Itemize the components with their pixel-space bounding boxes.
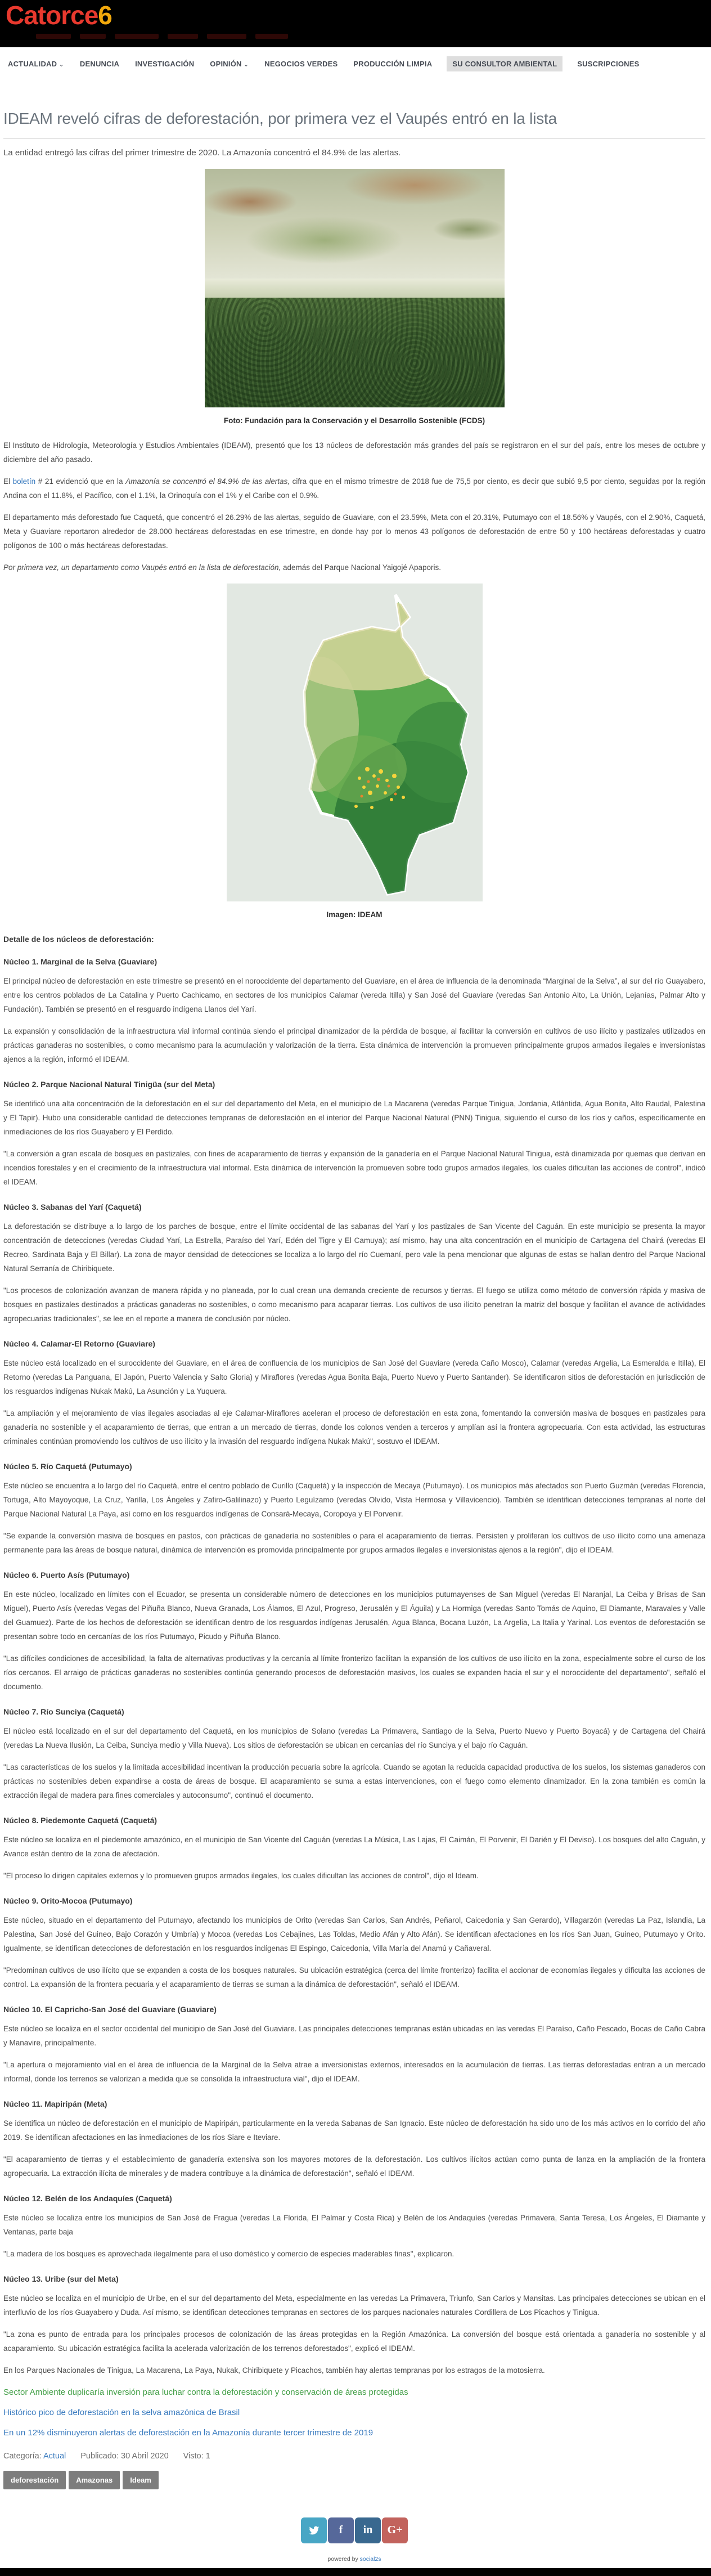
nucleo-paragraph: "La zona es punto de entrada para los principales procesos de colonización de las áreas protegidas en la Región Amazónica. La conversión del bosque está orientada a ganadería no sostenible y al acaparamiento. Su ubicación estratégica facilita la acelerada valorización de los terrenos deforestados", explicó el IDEAM. (3, 2330, 705, 2353)
intro-paragraph-4 (3, 560, 705, 575)
text-segment: además del Parque Nacional Yaigojé Apaporis. (281, 563, 441, 572)
nucleo-paragraph: "La apertura o mejoramiento vial en el área de influencia de la Marginal de la Selva atrae a inversionistas externos, interesados en la acumulación de tierras. Las tierras deforestadas entran a un mercado informal, donde los terrenos se valorizan a medida que se consolida la infraestructura vial", dijo el IDEAM. (3, 2060, 705, 2083)
published-date: Publicado: 30 Abril 2020 (80, 2451, 169, 2461)
map-caption: Imagen: IDEAM (326, 910, 382, 919)
chevron-down-icon: ⌄ (241, 61, 249, 68)
colombia-map-graphic (227, 584, 483, 901)
category-item (3, 2452, 66, 2461)
tag-amazonas[interactable]: Amazonas (69, 2471, 120, 2489)
related-links (3, 2387, 705, 2438)
facebook-share-button[interactable] (328, 2517, 354, 2543)
site-footer (0, 2568, 711, 2576)
nucleo-paragraph: Se identifica un núcleo de deforestación en el municipio de Mapiripán, particularmente en la vereda Sabanas de San Ignacio. Este núcleo de deforestación ha sido uno de los más activos en lo corrido del año 2019. Se identifican afectaciones en las inmediaciones de los ríos Siare e Iteviare. (3, 2119, 705, 2142)
submenu-item-placeholder (36, 34, 71, 39)
nucleo-paragraph: En este núcleo, localizado en límites con el Ecuador, se presenta un considerable número de detecciones en los municipios putumayenses de San Miguel (veredas El Naranjal, La Ceiba y Brisas de San Miguel), Puerto Asís (veredas Vegas del Piñuña Blanco, Nueva Granada, Los Álamos, El Azul, Progreso, Jerusalén y El Águila) y La Hormiga (veredas Santo Tomás de Aquino, El Diamante, Maravales y Valle del Guamuez). Parte de los hechos de deforestación se identifican dentro de los resguardos indígenas Jerusalén, Agua Blanca, Bocana Luzón, La Argelia, La Italia y Yarinal. Los eventos de deforestación se presentan sobre todo en cercanías de los ríos Putumayo, Picudo y Piñuña Blanco. (3, 1590, 705, 1641)
deforested-area-art (205, 169, 505, 279)
nucleo-paragraph: Se identificó una alta concentración de la deforestación en el sur del departamento del Meta, en el municipio de La Macarena (veredas Parque Tinigua, Jordania, Atlántida, Agua Bonita, Alto Raudal, Palestina y El Tapir). Hubo una considerable cantidad de detecciones tempranas de deforestación en el interior del Parque Nacional Natural (PNN) Tinigua, siguiendo el curso de los ríos y caños, específicamente en inmediaciones de los ríos Guayabero y El Perdido. (3, 1099, 705, 1136)
nucleo-heading: Núcleo 1. Marginal de la Selva (Guaviare) (3, 957, 158, 966)
nucleo-heading: Núcleo 4. Calamar-El Retorno (Guaviare) (3, 1339, 155, 1348)
header-submenu-strip (36, 34, 288, 39)
twitter-share-button[interactable] (301, 2517, 327, 2543)
hero-caption: Foto: Fundación para la Conservación y el Desarrollo Sostenible (FCDS) (223, 416, 485, 425)
nucleo-paragraph: "Las características de los suelos y la limitada accesibilidad incentivan la producción pecuaria sobre la agrícola. Cuando se agotan la reducida capacidad productiva de los suelos, los sistemas ganaderos con prácticas no sostenibles deben expandirse a costa de áreas de bosque. El acaparamiento se suma a estas intervenciones, con el fuego como elemento dinamizador. En la zona también es común la extracción ilegal de madera para fines comerciales y autoconsumo", continuó el documento. (3, 1762, 705, 1799)
related-article-link[interactable]: En un 12% disminuyeron alertas de deforestación en la Amazonía durante tercer trimestre de 2019 (3, 2427, 374, 2438)
nav-item-su-consultor-ambiental[interactable]: SU CONSULTOR AMBIENTAL (447, 56, 562, 71)
nucleo-heading: Núcleo 11. Mapiripán (Meta) (3, 2099, 107, 2108)
related-link-row (3, 2408, 705, 2418)
nucleo-paragraph: "Las difíciles condiciones de accesibilidad, la falta de alternativas productivas y la cercanía al límite fronterizo facilitan la expansión de los cultivos de uso ilícito en la zona, especialmente sobre el curso de los ríos cercanos. El arraigo de prácticas ganaderas no sostenibles continúa generando procesos de deforestación masivos, los cuales se expanden hacia el sur y el noroccidente del departamento", señaló el documento. (3, 1654, 705, 1691)
nav-item-negocios-verdes[interactable]: NEGOCIOS VERDES (264, 60, 338, 68)
social2s-link[interactable]: social2s (359, 2555, 381, 2562)
related-article-link[interactable]: Histórico pico de deforestación en la selva amazónica de Brasil (3, 2407, 240, 2417)
title-divider (3, 138, 705, 139)
submenu-item-placeholder (255, 34, 288, 39)
linkedin-share-button[interactable] (355, 2517, 381, 2543)
submenu-item-placeholder (168, 34, 198, 39)
category-link[interactable]: Actual (43, 2451, 66, 2461)
nucleo-paragraph: La expansión y consolidación de la infraestructura vial informal continúa siendo el principal dinamizador de la pérdida de bosque, al facilitar la conversión en cultivos de uso ilícito y pastizales utilizados en prácticas ganaderas no sostenibles, o como mecanismo para la acumulación y valorización de la tierra. Esta dinámica de intervención la promueven principalmente grupos armados ilegales e inversionistas ajenos a la región, informó el IDEAM. (3, 1026, 705, 1063)
nucleo-paragraph: "Los procesos de colonización avanzan de manera rápida y no planeada, por lo cual crean una demanda creciente de recursos y tierras. El fuego se utiliza como método de conversión rápida y masiva de bosques en pastizales destinados a prácticas ganaderas no sostenibles, o como mecanismo para acaparar tierras. Los cultivos de uso ilícito penetran la matriz del bosque y facilitan el avance de actividades agropecuarias tradicionales", se lee en el reporte a manera de conclusión por núcleo. (3, 1286, 705, 1323)
chevron-down-icon: ⌄ (57, 61, 64, 68)
nucleo-heading: Núcleo 10. El Capricho-San José del Guaviare (Guaviare) (3, 2004, 217, 2014)
nucleo-heading: Núcleo 3. Sabanas del Yarí (Caquetá) (3, 1202, 142, 1211)
facebook-icon: f (339, 2524, 343, 2537)
tag-deforestación[interactable]: deforestación (3, 2471, 66, 2489)
powered-by (3, 2556, 705, 2562)
tag-ideam[interactable]: Ideam (123, 2471, 159, 2489)
nav-item-opinión[interactable]: OPINIÓN ⌄ (210, 60, 249, 68)
nucleo-paragraph: Este núcleo se encuentra a lo largo del río Caquetá, entre el centro poblado de Curillo (Caquetá) y la inspección de Mecaya (Putumayo). Los municipios más afectados son Puerto Guzmán (veredas Florencia, Tortuga, Alto Mayoyoque, La Cruz, Yarilla, Los Ángeles y Zafiro-Galilinazo) y Puerto Leguízamo (veredas Olvido, Vista Hermosa y Villavicencio). También se identifican detecciones tempranas al norte del Parque Nacional Natural La Paya, así como en los resguardos indígenas de Consará-Mecaya, Coropoya y El Porvenir. (3, 1481, 705, 1518)
nucleo-paragraph: Este núcleo está localizado en el suroccidente del Guaviare, en el área de confluencia de los municipios de San José del Guaviare (vereda Caño Mosco), Calamar (veredas Argelia, La Esmeralda e Itilla), El Retorno (veredas La Panguana, El Japón, Puerto Valencia y Salto Gloria) y Miraflores (veredas Agua Bonita Baja, Puerto Nuevo y Puerto Santander). Se identificaron sitios de deforestación en jurisdicción de los resguardos indígenas Nukak Makú, La Asunción y La Yuquera. (3, 1358, 705, 1395)
nucleo-paragraph: "Predominan cultivos de uso ilícito que se expanden a costa de los bosques naturales. Su ubicación estratégica (cerca del límite fronterizo) facilita el accionar de economías ilegales y dificulta las acciones de control. La expansión de la frontera pecuaria y el acaparamiento de tierras se suman a la dinámica de deforestación", señaló el IDEAM. (3, 1965, 705, 1989)
text-segment: cifra que en el mismo trimestre de 2018 fue de 75,5 por ciento, es decir que subió 9,5 por ciento, seguidas por la región Andina con el 11.8%, el Pacífico, con el 1.1%, la Orinoquía con el 1% y el Caribe con el 0.9%. (3, 477, 705, 500)
nav-item-actualidad[interactable]: ACTUALIDAD ⌄ (8, 60, 64, 68)
nav-item-investigación[interactable]: INVESTIGACIÓN (135, 60, 195, 68)
nucleo-paragraph: Este núcleo se localiza en el sector occidental del municipio de San José del Guaviare. Las principales detecciones tempranas están ubicadas en las veredas El Paraíso, Caño Pescado, Bocas de Caño Cabra y Manavire, principalmente. (3, 2024, 705, 2047)
social-share-row (3, 2517, 705, 2543)
text-segment-italic: Amazonía se concentró el 84.9% de las alertas, (125, 477, 290, 486)
nucleo-paragraph: La deforestación se distribuye a lo largo de los parches de bosque, entre el límite occidental de las sabanas del Yarí y los pastizales de San Vicente del Caguán. En este municipio se presenta la mayor concentración de detecciones (veredas Ciudad Yarí, La Estrella, Paraíso del Yarí, Edén del Tigre y El Camuya); así mismo, hay una alta concentración en el municipio de Cartagena del Chairá (veredas El Recreo, Sardinata Baja y El Billar). La zona de mayor densidad de detecciones se localiza a lo largo del río Cuemaní, pero vale la pena mencionar que algunas de estas se hallan dentro del Parque Nacional Natural Serranía de Chiribiquete. (3, 1222, 705, 1273)
googleplus-share-button[interactable] (382, 2517, 408, 2543)
nucleo-paragraph: Este núcleo, situado en el departamento del Putumayo, afectando los municipios de Orito (veredas San Carlos, San Andrés, Peñarol, Caicedonia y San Gerardo), Villagarzón (veredas La Paz, Islandia, La Palestina, San José del Guineo, Bajo Corazón y Umbría) y Mocoa (veredas Los Cebajines, Las Toldas, Medio Afán y Alto Afán). Se identifican afectaciones en los ríos San Juan, Guineo, Putumayo y Orito. Igualmente, se identifican detecciones de deforestación en los resguardos indígenas El Espingo, Caicedonia, Villa María del Anamú y Cañaveral. (3, 1915, 705, 1953)
submenu-item-placeholder (207, 34, 246, 39)
nucleos-sections (3, 957, 705, 2355)
nav-item-producción-limpia[interactable]: PRODUCCIÓN LIMPIA (353, 60, 433, 68)
nucleo-heading: Núcleo 8. Piedemonte Caquetá (Caquetá) (3, 1815, 158, 1825)
nucleo-paragraph: Este núcleo se localiza entre los municipios de San José de Fragua (veredas La Florida, El Palmar y Costa Rica) y Belén de los Andaquíes (veredas Primavera, Santa Teresa, Los Ángeles, El Diamante y Ventanas, parte baja (3, 2213, 705, 2236)
nucleo-paragraph: "La madera de los bosques es aprovechada ilegalmente para el uso doméstico y comercio de especies maderables finas", explicaron. (3, 2249, 454, 2258)
boletin-link[interactable]: boletín (12, 477, 36, 486)
hero-photo (205, 169, 505, 407)
nucleo-paragraph: El núcleo está localizado en el sur del departamento del Caquetá, en los municipios de Solano (veredas La Primavera, Santiago de la Selva, Puerto Nuevo y Puerto Boyacá) y de Cartagena del Chairá (veredas La Nueva Ilusión, La Ceiba, Sunciya medio y Villa Nueva). Los sitios de deforestación se ubican en cercanías del río Sunciya y el bajo río Caguán. (3, 1726, 705, 1749)
nucleo-paragraph: "La conversión a gran escala de bosques en pastizales, con fines de acaparamiento de tierras y expansión de la ganadería en el Parque Nacional Natural Tinigua, está dinamizada por quemas que derivan en incendios forestales y en el crecimiento de la infraestructura vial informal. Esta dinámica de intervención la promueven sobre todo grupos armados ilegales, los cuales dificultan las acciones de control", indicó el IDEAM. (3, 1149, 705, 1186)
article-lede: La entidad entregó las cifras del primer trimestre de 2020. La Amazonía concentró el 84.9% de las alertas. (3, 147, 401, 158)
intro-paragraph-3: El departamento más deforestado fue Caquetá, que concentró el 26.29% de las alertas, seguido de Guaviare, con el 23.59%, Meta con el 20.31%, Putumayo con el 18.56% y Vaupés, con el 2.90%, Caquetá, Meta y Guaviare reportaron alrededor de 28.000 hectáreas deforestadas en ese trimestre, en donde hay por lo menos 43 polígonos de deforestación de entre 50 y 100 hectáreas deforestadas y cuatro polígonos de 100 o más hectáreas deforestadas. (3, 513, 705, 550)
site-header (0, 0, 711, 47)
logo-text: Catorce (6, 1, 98, 30)
nucleo-paragraph: "La ampliación y el mejoramiento de vías ilegales asociadas al eje Calamar-Miraflores aceleran el proceso de deforestación en esta zona, fomentando la conversión masiva de bosques en pastizales para ganadería no sostenible y el acaparamiento de tierras, que entran a un mercado de tierras, donde los colonos venden a terceros y amplían así la frontera agropecuaria. Con esta actividad, las estructuras criminales continúan promoviendo los cultivos de uso ilícito y la invasión del resguardo indígena Nukak Makú", sostuvo el IDEAM. (3, 1408, 705, 1446)
category-label: Categoría: (3, 2451, 42, 2461)
submenu-item-placeholder (80, 34, 106, 39)
cleared-strip-art (205, 279, 505, 298)
nucleo-heading: Núcleo 5. Río Caquetá (Putumayo) (3, 1461, 132, 1471)
text-segment-italic: Por primera vez, un departamento como Vaupés entró en la lista de deforestación, (3, 563, 281, 572)
related-link-row (3, 2387, 705, 2398)
forest-canopy-art (205, 298, 505, 407)
googleplus-icon: G+ (387, 2524, 403, 2537)
detail-heading: Detalle de los núcleos de deforestación: (3, 934, 154, 944)
ideam-map (227, 584, 483, 901)
submenu-item-placeholder (115, 34, 159, 39)
nucleo-paragraph: "El acaparamiento de tierras y el establecimiento de ganadería extensiva son los mayores motores de la deforestación. Los cultivos ilícitos actúan como punta de lanza en la ampliación de la frontera agropecuaria. La extracción ilícita de minerales y de madera contribuye a la dinámica de deforestación", señaló el IDEAM. (3, 2155, 705, 2178)
text-segment: El (3, 477, 13, 486)
intro-paragraph-1: El Instituto de Hidrología, Meteorología y Estudios Ambientales (IDEAM), presentó que los 13 núcleos de deforestación más grandes del país se registraron en el sur del país, entre los meses de octubre y diciembre del año pasado. (3, 441, 705, 464)
site-logo[interactable] (6, 1, 112, 29)
intro-paragraph-2 (3, 474, 705, 502)
nucleo-paragraph: El principal núcleo de deforestación en este trimestre se presentó en el noroccidente del departamento del Guaviare, en el área de influencia de la denominada “Marginal de la Selva”, al sur del río Guayabero, entre los centros poblados de La Catalina y Puerto Cachicamo, en sectores de los municipios Calamar (vereda Itilla) y San José del Guaviare (veredas San Antonio Alto, La Unión, Lejanías, Palmar Alto y Fundación). También se presentó en el resguardo indígena Llanos del Yarí. (3, 976, 705, 1013)
nav-item-denuncia[interactable]: DENUNCIA (79, 60, 120, 68)
main-nav (0, 47, 711, 78)
text-segment: # 21 evidenció que en la (35, 477, 126, 486)
nucleo-paragraph: "Se expande la conversión masiva de bosques en pastos, con prácticas de ganadería no sostenibles o para el acaparamiento de tierras. Persisten y proliferan los cultivos de uso ilícito como una amenaza permanente para las áreas de bosque natural, dinámica de intervención es promovida principalmente por grupos armados ilegales e inversionistas ajenos a la región", dijo el IDEAM. (3, 1531, 705, 1554)
nucleo-heading: Núcleo 6. Puerto Asís (Putumayo) (3, 1570, 130, 1579)
nucleo-paragraph: "El proceso lo dirigen capitales externos y lo promueven grupos armados ilegales, los cuales dificultan las acciones de control", dijo el Ideam. (3, 1871, 479, 1880)
nucleo-paragraph: Este núcleo se localiza en el piedemonte amazónico, en el municipio de San Vicente del Caguán (veredas La Música, Las Lajas, El Caimán, El Porvenir, El Darién y El Deviso). Los bosques del alto Caguán, y Avance están dentro de la zona de afectación. (3, 1835, 705, 1858)
nucleo-heading: Núcleo 9. Orito-Mocoa (Putumayo) (3, 1896, 133, 1905)
logo-accent: 6 (98, 1, 112, 30)
nucleo-heading: Núcleo 13. Uribe (sur del Meta) (3, 2274, 119, 2283)
article-content (0, 110, 711, 2562)
nucleo-heading: Núcleo 12. Belén de los Andaquíes (Caquetá) (3, 2193, 172, 2203)
nucleo-heading: Núcleo 2. Parque Nacional Natural Tinigüa (sur del Meta) (3, 1079, 215, 1089)
closing-paragraph: En los Parques Nacionales de Tinigua, La Macarena, La Paya, Nukak, Chiribiquete y Picachos, también hay alertas tempranas por los estragos de la motosierra. (3, 2366, 545, 2375)
related-article-link[interactable]: Sector Ambiente duplicaría inversión para luchar contra la deforestación y conservación de áreas protegidas (3, 2387, 408, 2397)
powered-by-text: powered by (327, 2555, 360, 2562)
nucleo-heading: Núcleo 7. Río Sunciya (Caquetá) (3, 1707, 124, 1716)
page-title: IDEAM reveló cifras de deforestación, por primera vez el Vaupés entró en la lista (3, 110, 557, 127)
nav-item-suscripciones[interactable]: SUSCRIPCIONES (577, 60, 640, 68)
linkedin-icon: in (363, 2524, 373, 2537)
view-count: Visto: 1 (183, 2451, 210, 2461)
nucleo-paragraph: Este núcleo se localiza en el municipio de Uribe, en el sur del departamento del Meta, especialmente en las veredas La Primavera, Triunfo, San Carlos y Mansitas. Las principales detecciones se ubican en el interfluvio de los ríos Guayabero y Duda. Así mismo, se identifican detecciones tempranas en sectores de los parques nacionales naturales Cordillera de Los Picachos y Tinigua. (3, 2294, 705, 2317)
related-link-row (3, 2428, 705, 2438)
tags-row (3, 2471, 705, 2489)
twitter-bird-icon (308, 2524, 320, 2537)
article-meta (3, 2452, 705, 2461)
